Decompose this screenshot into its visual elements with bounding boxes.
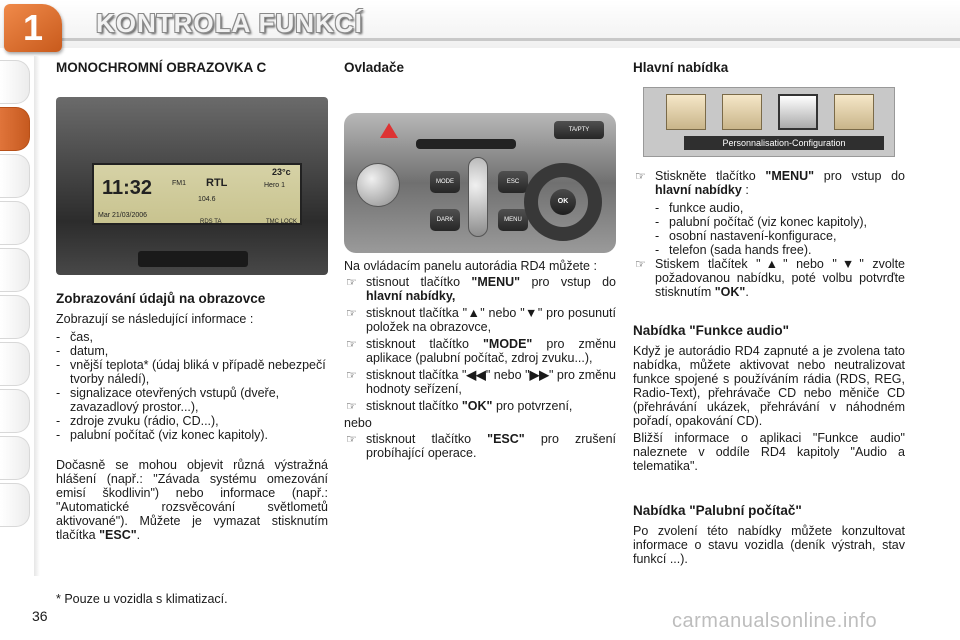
main-menu-label: hlavní nabídky, <box>366 289 456 303</box>
subsection-title-computer: Nabídka "Palubní počítač" <box>633 503 802 518</box>
arrow-up-icon: ▲ <box>760 257 784 271</box>
item-text: . <box>745 285 749 299</box>
item-text: stisnout tlačítko <box>366 275 472 289</box>
hazard-warning-icon <box>380 123 398 138</box>
center-lever[interactable] <box>468 157 488 237</box>
item-text: Stiskem tlačítek " <box>655 257 761 271</box>
pointing-hand-icon: ☞ <box>346 368 357 382</box>
lcd-date: Mar 21/03/2006 <box>98 212 148 219</box>
list-item: - telefon (sada hands free). <box>655 243 905 257</box>
column-main-menu <box>633 60 905 566</box>
menu-step-1 <box>633 169 905 197</box>
controls-intro: Na ovládacím panelu autorádia RD4 můžete : <box>344 259 597 273</box>
page-title: KONTROLA FUNKCÍ <box>96 8 363 38</box>
display-intro: Zobrazují se následující informace : <box>56 312 254 326</box>
tab-strip <box>34 56 40 576</box>
list-item: - čas, <box>56 330 328 344</box>
item-text: " nebo " <box>485 368 530 382</box>
item-text: stisknout tlačítka " <box>366 306 468 320</box>
lcd-time: 11:32 <box>102 177 153 199</box>
list-item: - zdroje zvuku (rádio, CD...), <box>56 414 328 428</box>
item-text: " pro posunutí položek na obrazovce, <box>366 306 616 334</box>
list-item: - palubní počítač (viz konec kapitoly). <box>56 428 328 442</box>
control-item-updown <box>344 306 616 334</box>
computer-paragraph: Po zvolení této nabídky můžete konzultovat informace o stavu vozidla (deník výstrah, stav funkcí ...). <box>633 524 905 566</box>
subsection-title-audio: Nabídka "Funkce audio" <box>633 323 790 338</box>
ta-pty-button[interactable]: TA/PTY <box>554 121 604 139</box>
lcd-hero: Hero 1 <box>264 182 286 189</box>
column-controls <box>344 60 616 463</box>
list-item: - datum, <box>56 344 328 358</box>
volume-knob[interactable] <box>356 163 400 207</box>
audio-paragraph-1: Když je autorádio RD4 zapnuté a je zvolena tato nabídka, můžete aktivovat nebo neutralizovat funkce spojené s používáním rádia (RDS, REG, Radio-Text), přehrávače CD nebo měniče CD (přehrávání ukázek, přehrávání v náhodném pořadí, opakování CD). <box>633 344 905 428</box>
control-item-ok <box>344 399 616 413</box>
item-text: " nebo " <box>480 306 525 320</box>
rewind-icon: ◀◀ <box>466 368 486 382</box>
chapter-tab-1[interactable] <box>0 60 30 104</box>
lcd-frequency: 104.6 <box>198 196 216 203</box>
lcd-rds: RDS TA <box>200 219 222 225</box>
lcd-screen <box>92 163 302 225</box>
arrow-down-icon: ▼ <box>524 306 538 320</box>
list-item: - vnější teplota* (údaj bliká v případě nebezpečí tvorby náledí), <box>56 358 328 386</box>
ok-button-label: "OK" <box>461 399 493 413</box>
menu-caption: Personnalisation-Configuration <box>684 136 884 150</box>
settings-menu-icon[interactable] <box>778 94 818 130</box>
cd-slot <box>416 139 516 149</box>
mode-button[interactable]: MODE <box>430 171 460 193</box>
section-title-controls: Ovladače <box>344 60 405 75</box>
chapter-tab-8[interactable] <box>0 389 30 433</box>
item-text: " pro změnu hodnoty seřízení, <box>366 368 617 396</box>
control-item-esc <box>344 432 616 460</box>
phone-menu-icon[interactable] <box>834 94 874 130</box>
item-text: " nebo " <box>783 257 837 271</box>
chapter-tab-active[interactable] <box>0 107 30 151</box>
lcd-station: RTL <box>206 177 228 189</box>
chapter-tab-7[interactable] <box>0 342 30 386</box>
item-text: pro potvrzení, <box>492 399 573 413</box>
ok-button-label: "OK" <box>714 285 746 299</box>
esc-button-label: "ESC" <box>99 528 137 542</box>
chapter-tab-9[interactable] <box>0 436 30 480</box>
item-text: pro vstup do <box>520 275 617 289</box>
lcd-tmc: TMC LOCK <box>266 219 298 225</box>
esc-button-label: "ESC" <box>487 432 525 446</box>
mode-button-label: "MODE" <box>483 337 533 351</box>
list-item: - funkce audio, <box>655 201 905 215</box>
chapter-badge[interactable]: 1 <box>4 4 62 52</box>
pointing-hand-icon: ☞ <box>346 275 357 289</box>
item-text: stisknout tlačítko <box>366 337 483 351</box>
pointing-hand-icon: ☞ <box>346 432 357 446</box>
chapter-tab-3[interactable] <box>0 154 30 198</box>
main-menu-screen-image <box>643 87 895 157</box>
control-item-mode <box>344 337 616 365</box>
control-item-leftright <box>344 368 616 396</box>
item-text: pro vstup do <box>814 169 905 183</box>
pointing-hand-icon: ☞ <box>346 337 357 351</box>
menu-button[interactable]: MENU <box>498 209 528 231</box>
warning-end: . <box>136 528 141 542</box>
chapter-tab-4[interactable] <box>0 201 30 245</box>
section-title-display: MONOCHROMNÍ OBRAZOVKA C <box>56 60 267 75</box>
item-text: : <box>741 183 749 197</box>
item-text: pro změnu aplikace (palubní počítač, zdroj zvuku...), <box>366 337 617 365</box>
display-slot <box>138 251 248 267</box>
main-menu-label: hlavní nabídky <box>655 183 742 197</box>
column-display <box>56 60 328 542</box>
menu-button-label: "MENU" <box>471 275 521 289</box>
menu-step-2 <box>633 257 905 299</box>
arrow-up-icon: ▲ <box>467 306 481 320</box>
chapter-tab-10[interactable] <box>0 483 30 527</box>
chapter-tab-6[interactable] <box>0 295 30 339</box>
chapter-tab-5[interactable] <box>0 248 30 292</box>
control-item-menu <box>344 275 616 303</box>
watermark: carmanualsonline.info <box>672 610 878 632</box>
item-text: stisknout tlačítko <box>366 399 462 413</box>
list-item: - palubní počítač (viz konec kapitoly), <box>655 215 905 229</box>
warning-text: Dočasně se mohou objevit různá výstražná hlášení (např.: "Závada systému omezování emisí škodlivin") nebo informace (např.: "Automatické rozsvěcování světlometů aktivované"). Můžete je vymazat stisknutím tlačítka <box>56 458 328 542</box>
warning-paragraph <box>56 458 328 542</box>
item-text: stisknout tlačítka " <box>366 368 467 382</box>
pointing-hand-icon: ☞ <box>346 399 357 413</box>
display-info-list <box>56 330 328 442</box>
lcd-temperature: 23°c <box>272 167 291 177</box>
dark-button[interactable]: DARK <box>430 209 460 231</box>
trip-computer-menu-icon[interactable] <box>722 94 762 130</box>
footnote: * Pouze u vozidla s klimatizací. <box>56 592 228 606</box>
fast-forward-icon: ▶▶ <box>529 368 549 382</box>
pointing-hand-icon: ☞ <box>346 306 357 320</box>
item-text: Stiskněte tlačítko <box>655 169 766 183</box>
or-text: nebo <box>344 416 372 430</box>
chapter-tabs <box>0 60 34 530</box>
item-text: " zvolte požadovanou nabídku, poté volbu potvrďte stisknutím <box>655 257 906 299</box>
esc-button[interactable]: ESC <box>498 171 528 193</box>
lcd-band: FM1 <box>172 180 186 187</box>
pointing-hand-icon: ☞ <box>635 257 646 271</box>
section-title-main-menu: Hlavní nabídka <box>633 60 729 75</box>
pointing-hand-icon: ☞ <box>635 169 646 183</box>
main-menu-list <box>633 201 905 257</box>
list-item: - signalizace otevřených vstupů (dveře, zavazadlový prostor...), <box>56 386 328 414</box>
audio-paragraph-2: Bližší informace o aplikaci "Funkce audio" naleznete v oddíle RD4 kapitoly "Audio a telematika". <box>633 431 905 473</box>
menu-button-label: "MENU" <box>765 169 815 183</box>
control-panel-image <box>344 113 616 253</box>
item-text: stisknout tlačítko <box>366 432 488 446</box>
arrow-down-icon: ▼ <box>836 257 860 271</box>
ok-button[interactable]: OK <box>550 189 576 215</box>
subsection-title-display-info: Zobrazování údajů na obrazovce <box>56 291 266 306</box>
item-text: pro zrušení probíhající operace. <box>366 432 616 460</box>
list-item: - osobní nastavení-konfigurace, <box>655 229 905 243</box>
monochrome-display-image <box>56 97 328 275</box>
audio-menu-icon[interactable] <box>666 94 706 130</box>
page-number: 36 <box>32 608 48 624</box>
